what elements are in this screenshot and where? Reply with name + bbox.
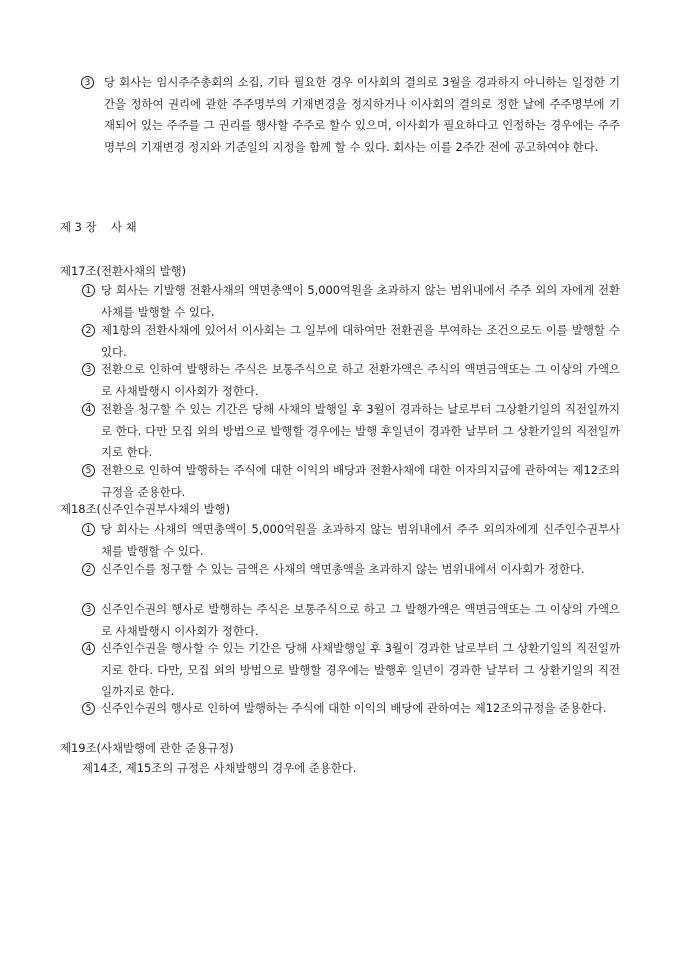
article-title: 제19조(사채발행에 관한 준용규정): [60, 741, 234, 755]
list-item: [0, 519, 680, 562]
list-item: [0, 280, 680, 323]
item-text: 신주인수권의 행사로 인하여 발행하는 주식에 대한 이익의 배당에 관하여는 제12조의규정을 준용한다.: [101, 701, 607, 715]
item-text: 전환으로 인하여 발행하는 주식에 대한 이익의 배당과 전환사채에 대한 이자의지급에 관하여는 제12조의 규정을 준용한다.: [101, 463, 620, 499]
circled-number: 2: [82, 563, 95, 576]
item-text: 신주인수권을 행사할 수 있는 기간은 당해 사채발행일 후 3월이 경과한 날로부터 그 상환기일의 직전일까지로 한다. 다만, 모집 외의 방법으로 발행할 경우에는 발행후 일년이 경과한 날부터 그 상환기일의 직전일까지로 한다.: [101, 641, 620, 699]
item-text: 당 회사는 사채의 액면총액이 5,000억원을 초과하지 않는 범위내에서 주주 외의자에게 신주인수권부사채를 발행할 수 있다.: [101, 522, 620, 558]
item-text: 전환을 청구할 수 있는 기간은 당해 사채의 발행일 후 3월이 경과하는 날로부터 그상환기일의 직전일까지로 한다. 다만 모집 외의 방법으로 발행할 경우에는 발행 후일년이 경과한 날부터 그 상환기일의 직전일까지로 한다.: [101, 402, 620, 460]
list-item: [0, 72, 680, 158]
list-item: [0, 638, 680, 703]
list-item: [0, 599, 680, 642]
circled-number: 4: [82, 642, 95, 655]
list-item: [0, 559, 680, 581]
item-text: 당 회사는 기발행 전환사채의 액면총액이 5,000억원을 초과하지 않는 범위내에서 주주 외의 자에게 전환사채를 발행할 수 있다.: [101, 283, 620, 319]
article-title: 제17조(전환사채의 발행): [60, 264, 187, 278]
circled-number: 2: [82, 324, 95, 337]
article-body: 제14조, 제15조의 규정은 사채발행의 경우에 준용한다.: [82, 761, 357, 775]
circled-number: 1: [82, 523, 95, 536]
list-item: [0, 359, 680, 402]
circled-number: 5: [82, 464, 95, 477]
item-text: 신주인수를 청구할 수 있는 금액은 사채의 액면총액을 초과하지 않는 범위내에서 이사회가 정한다.: [101, 562, 585, 576]
circled-number: 5: [82, 702, 95, 715]
item-text: 전환으로 인하여 발행하는 주식은 보통주식으로 하고 전환가액은 주식의 액면금액또는 그 이상의 가액으로 사채발행시 이사회가 정한다.: [101, 362, 620, 398]
item-text: 신주인수권의 행사로 발행하는 주식은 보통주식으로 하고 그 발행가액은 액면금액또는 그 이상의 가액으로 사채발행시 이사회가 정한다.: [101, 602, 620, 638]
circled-number: 1: [82, 284, 95, 297]
chapter-heading: 제 3 장 사 채: [60, 220, 137, 234]
paragraph-text: 당 회사는 임시주주총회의 소집, 기타 필요한 경우 이사회의 결의로 3월을 경과하지 아니하는 일정한 기간을 정하여 권리에 관한 주주명부의 기재변경을 정지하거나 이사회의 결의로 정한 날에 주주명부에 기재되어 있는 주주를 그 권리를 행사할 주주로 할수 있으며, 이사회가 필요하다고 인정하는 경우에는 주주명부의 기재변경 정지와 기준일의 지정을 함께 할 수 있다. 회사는 이를 2주간 전에 공고하여야 한다.: [104, 75, 620, 154]
article-title: 제18조(신주인수권부사채의 발행): [60, 502, 231, 516]
circled-number: 4: [82, 403, 95, 416]
list-item: [0, 460, 680, 503]
circled-number: 3: [82, 603, 95, 616]
list-item: [0, 320, 680, 363]
item-text: 제1항의 전환사채에 있어서 이사회는 그 일부에 대하여만 전환권을 부여하는 조건으로도 이를 발행할 수 있다.: [101, 323, 620, 359]
circled-number: 3: [82, 363, 95, 376]
list-item: [0, 399, 680, 464]
circled-number: 3: [81, 76, 94, 89]
list-item: [0, 698, 680, 720]
